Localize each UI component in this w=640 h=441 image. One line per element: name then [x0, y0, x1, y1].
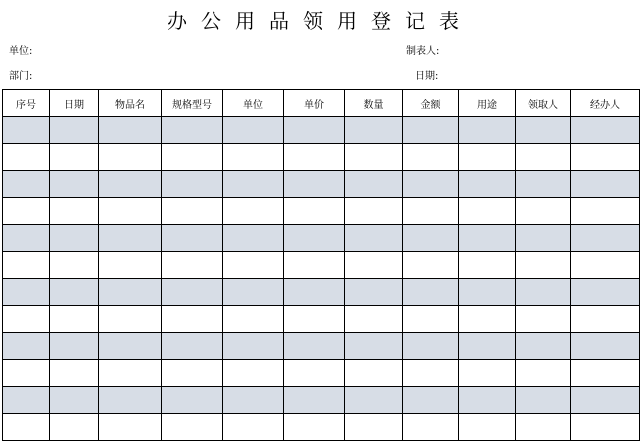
table-cell[interactable]	[223, 387, 284, 414]
table-cell[interactable]	[571, 387, 640, 414]
table-cell[interactable]	[162, 306, 223, 333]
table-cell[interactable]	[99, 144, 162, 171]
table-cell[interactable]	[162, 198, 223, 225]
header-purpose: 用途	[459, 90, 516, 117]
table-cell[interactable]	[3, 171, 50, 198]
table-cell[interactable]	[99, 171, 162, 198]
table-cell[interactable]	[223, 306, 284, 333]
table-cell[interactable]	[223, 414, 284, 441]
table-row	[3, 360, 640, 387]
table-cell[interactable]	[284, 414, 345, 441]
table-cell[interactable]	[50, 144, 99, 171]
table-cell[interactable]	[162, 333, 223, 360]
table-cell[interactable]	[223, 333, 284, 360]
table-cell[interactable]	[571, 144, 640, 171]
table-row	[3, 252, 640, 279]
table-cell[interactable]	[459, 225, 516, 252]
table-cell[interactable]	[99, 387, 162, 414]
table-cell[interactable]	[284, 144, 345, 171]
table-cell[interactable]	[3, 279, 50, 306]
maker-label: 制表人:	[406, 46, 440, 57]
table-cell[interactable]	[284, 333, 345, 360]
table-cell[interactable]	[345, 279, 403, 306]
table-cell[interactable]	[162, 414, 223, 441]
table-cell[interactable]	[162, 279, 223, 306]
table-cell[interactable]	[516, 360, 571, 387]
table-cell[interactable]	[3, 387, 50, 414]
table-cell[interactable]	[50, 414, 99, 441]
ledger-body	[3, 117, 640, 441]
table-row	[3, 144, 640, 171]
header-row	[3, 90, 640, 117]
table-cell[interactable]	[162, 225, 223, 252]
table-cell[interactable]	[345, 198, 403, 225]
table-cell[interactable]	[571, 225, 640, 252]
table-cell[interactable]	[284, 387, 345, 414]
table-cell[interactable]	[571, 252, 640, 279]
table-cell[interactable]	[99, 117, 162, 144]
table-cell[interactable]	[99, 279, 162, 306]
table-cell[interactable]	[223, 144, 284, 171]
table-cell[interactable]	[459, 387, 516, 414]
table-cell[interactable]	[284, 117, 345, 144]
table-cell[interactable]	[50, 252, 99, 279]
table-cell[interactable]	[99, 198, 162, 225]
table-cell[interactable]	[571, 117, 640, 144]
table-cell[interactable]	[223, 198, 284, 225]
table-cell[interactable]	[162, 360, 223, 387]
table-cell[interactable]	[459, 252, 516, 279]
table-cell[interactable]	[99, 306, 162, 333]
table-cell[interactable]	[403, 171, 459, 198]
table-cell[interactable]	[99, 360, 162, 387]
table-cell[interactable]	[223, 279, 284, 306]
table-cell[interactable]	[99, 225, 162, 252]
table-cell[interactable]	[50, 225, 99, 252]
table-cell[interactable]	[459, 279, 516, 306]
unit-label: 单位:	[9, 46, 33, 57]
table-cell[interactable]	[516, 252, 571, 279]
table-cell[interactable]	[345, 117, 403, 144]
table-cell[interactable]	[50, 360, 99, 387]
table-cell[interactable]	[459, 144, 516, 171]
table-cell[interactable]	[284, 171, 345, 198]
table-row	[3, 387, 640, 414]
table-cell[interactable]	[223, 171, 284, 198]
header-item-name: 物品名	[99, 90, 162, 117]
table-row	[3, 225, 640, 252]
header-quantity: 数量	[345, 90, 403, 117]
table-cell[interactable]	[223, 252, 284, 279]
table-cell[interactable]	[516, 171, 571, 198]
table-cell[interactable]	[403, 225, 459, 252]
table-cell[interactable]	[284, 306, 345, 333]
table-cell[interactable]	[50, 171, 99, 198]
table-cell[interactable]	[223, 360, 284, 387]
form-title: 办公用品领用登记表	[167, 9, 473, 33]
table-row	[3, 198, 640, 225]
table-cell[interactable]	[516, 387, 571, 414]
table-cell[interactable]	[50, 333, 99, 360]
table-cell[interactable]	[516, 306, 571, 333]
table-cell[interactable]	[459, 198, 516, 225]
table-cell[interactable]	[459, 117, 516, 144]
header-unit: 单位	[223, 90, 284, 117]
table-cell[interactable]	[571, 279, 640, 306]
table-cell[interactable]	[459, 360, 516, 387]
table-cell[interactable]	[3, 252, 50, 279]
table-cell[interactable]	[571, 333, 640, 360]
ledger-table	[2, 89, 640, 441]
table-cell[interactable]	[3, 225, 50, 252]
table-cell[interactable]	[459, 333, 516, 360]
table-cell[interactable]	[284, 225, 345, 252]
table-cell[interactable]	[345, 360, 403, 387]
table-cell[interactable]	[345, 306, 403, 333]
table-cell[interactable]	[50, 117, 99, 144]
date-label: 日期:	[415, 71, 439, 82]
table-row	[3, 414, 640, 441]
table-cell[interactable]	[516, 333, 571, 360]
table-cell[interactable]	[3, 414, 50, 441]
header-unit-price: 单价	[284, 90, 345, 117]
table-cell[interactable]	[284, 279, 345, 306]
table-cell[interactable]	[403, 117, 459, 144]
table-cell[interactable]	[223, 117, 284, 144]
table-cell[interactable]	[403, 252, 459, 279]
table-cell[interactable]	[162, 252, 223, 279]
table-cell[interactable]	[403, 387, 459, 414]
table-cell[interactable]	[345, 144, 403, 171]
table-row	[3, 333, 640, 360]
table-cell[interactable]	[50, 387, 99, 414]
table-cell[interactable]	[403, 360, 459, 387]
table-cell[interactable]	[3, 306, 50, 333]
table-cell[interactable]	[223, 225, 284, 252]
table-cell[interactable]	[3, 117, 50, 144]
table-cell[interactable]	[162, 171, 223, 198]
header-spec-model: 规格型号	[162, 90, 223, 117]
table-cell[interactable]	[162, 144, 223, 171]
table-row	[3, 279, 640, 306]
table-cell[interactable]	[284, 360, 345, 387]
table-cell[interactable]	[50, 279, 99, 306]
table-cell[interactable]	[516, 198, 571, 225]
table-cell[interactable]	[50, 198, 99, 225]
table-row	[3, 117, 640, 144]
table-cell[interactable]	[345, 252, 403, 279]
table-cell[interactable]	[3, 333, 50, 360]
header-handler: 经办人	[571, 90, 640, 117]
table-cell[interactable]	[345, 225, 403, 252]
table-cell[interactable]	[571, 360, 640, 387]
header-date: 日期	[50, 90, 99, 117]
table-cell[interactable]	[50, 306, 99, 333]
table-cell[interactable]	[345, 387, 403, 414]
table-cell[interactable]	[3, 360, 50, 387]
table-row	[3, 171, 640, 198]
table-cell[interactable]	[99, 333, 162, 360]
department-label: 部门:	[9, 71, 33, 82]
table-cell[interactable]	[571, 306, 640, 333]
table-cell[interactable]	[403, 144, 459, 171]
table-cell[interactable]	[3, 144, 50, 171]
table-cell[interactable]	[459, 171, 516, 198]
table-cell[interactable]	[516, 144, 571, 171]
table-cell[interactable]	[516, 279, 571, 306]
table-cell[interactable]	[516, 414, 571, 441]
table-cell[interactable]	[459, 414, 516, 441]
table-cell[interactable]	[345, 333, 403, 360]
table-cell[interactable]	[345, 171, 403, 198]
table-cell[interactable]	[459, 306, 516, 333]
table-cell[interactable]	[516, 117, 571, 144]
table-row	[3, 306, 640, 333]
table-cell[interactable]	[516, 225, 571, 252]
header-recipient: 领取人	[516, 90, 571, 117]
table-cell[interactable]	[345, 414, 403, 441]
table-cell[interactable]	[162, 387, 223, 414]
table-cell[interactable]	[284, 198, 345, 225]
header-amount: 金额	[403, 90, 459, 117]
table-cell[interactable]	[99, 414, 162, 441]
table-cell[interactable]	[403, 279, 459, 306]
table-cell[interactable]	[284, 252, 345, 279]
header-serial-no: 序号	[3, 90, 50, 117]
table-cell[interactable]	[403, 306, 459, 333]
table-cell[interactable]	[571, 414, 640, 441]
table-cell[interactable]	[571, 171, 640, 198]
table-cell[interactable]	[99, 252, 162, 279]
table-cell[interactable]	[571, 198, 640, 225]
table-cell[interactable]	[403, 333, 459, 360]
table-cell[interactable]	[162, 117, 223, 144]
table-cell[interactable]	[403, 414, 459, 441]
table-cell[interactable]	[3, 198, 50, 225]
table-cell[interactable]	[403, 198, 459, 225]
